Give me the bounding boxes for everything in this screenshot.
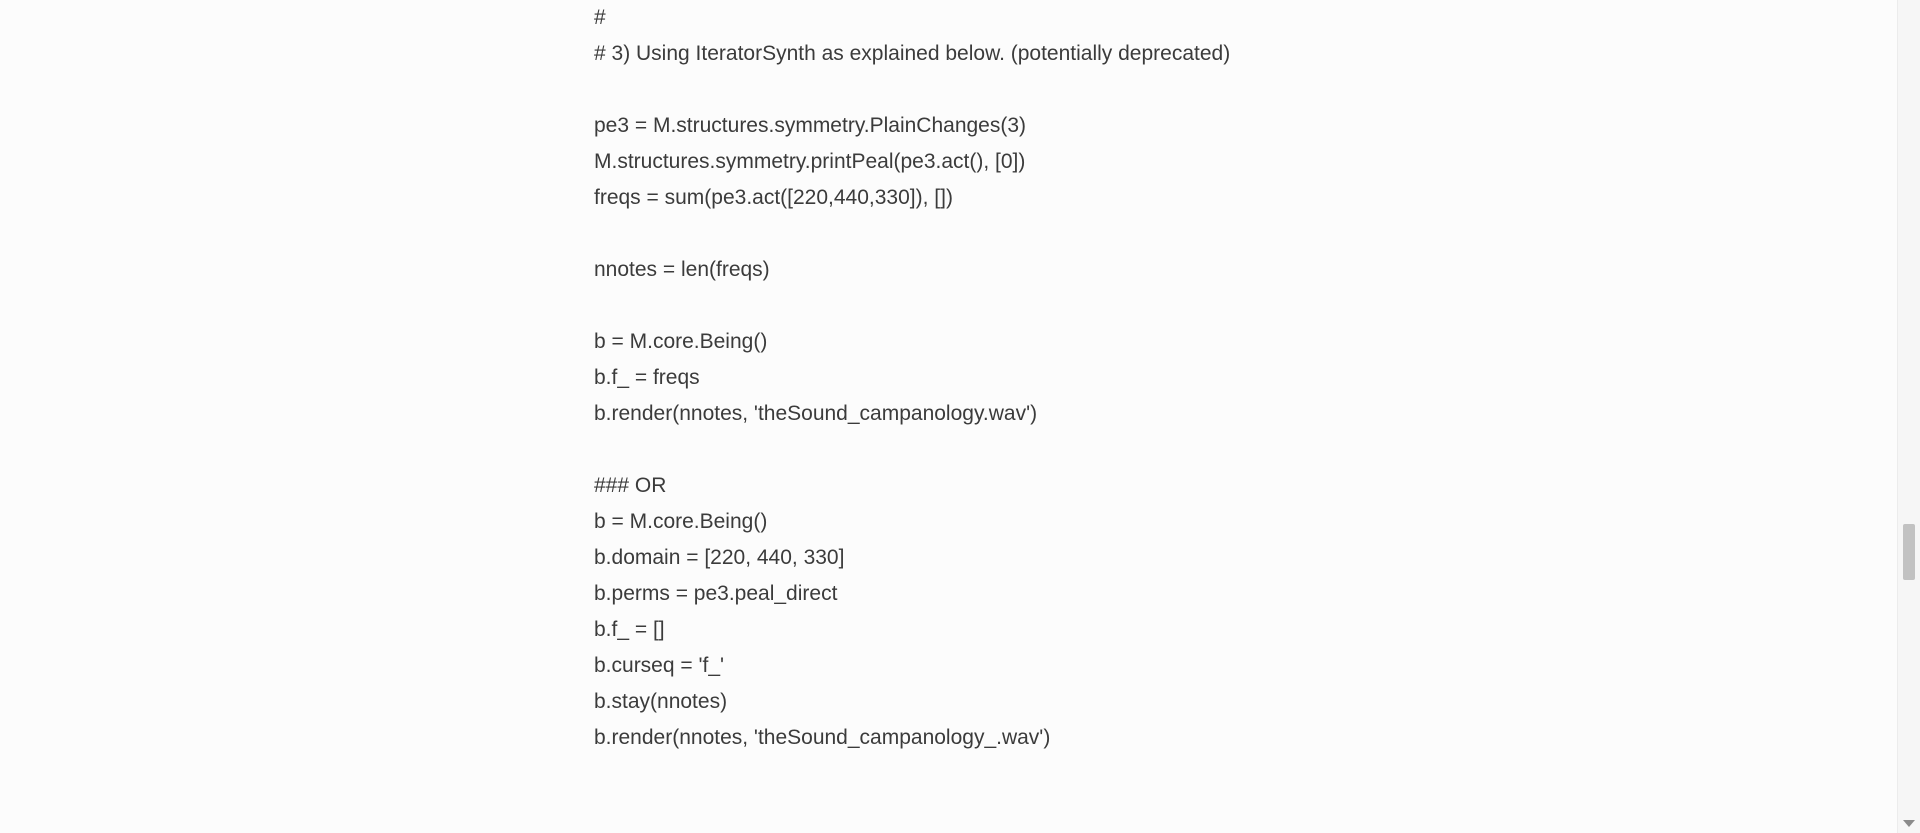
code-line: b.f_ = [] — [594, 618, 665, 641]
code-line: b.render(nnotes, 'theSound_campanology_.wav') — [594, 726, 1051, 749]
code-line — [594, 288, 1794, 324]
code-line: nnotes = len(freqs) — [594, 258, 770, 281]
code-line: b.stay(nnotes) — [594, 690, 728, 713]
scrollbar-thumb[interactable] — [1903, 524, 1915, 580]
code-line: b = M.core.Being() — [594, 330, 768, 353]
code-line: b.perms = pe3.peal_direct — [594, 582, 838, 605]
code-line: ### OR — [594, 474, 667, 497]
code-line: b.curseq = 'f_' — [594, 654, 725, 677]
code-line: b.domain = [220, 440, 330] — [594, 546, 845, 569]
code-line: pe3 = M.structures.symmetry.PlainChanges(3) — [594, 114, 1027, 137]
code-line — [594, 432, 1794, 468]
scroll-down-arrow-icon[interactable] — [1903, 820, 1915, 827]
code-line — [594, 72, 1794, 108]
code-line: # 3) Using IteratorSynth as explained below. (potentially deprecated) — [594, 42, 1231, 65]
code-line: freqs = sum(pe3.act([220,440,330]), []) — [594, 186, 953, 209]
code-line: M.structures.symmetry.printPeal(pe3.act(), [0]) — [594, 150, 1026, 173]
code-line: b = M.core.Being() — [594, 510, 768, 533]
code-line: # — [594, 6, 606, 29]
code-line — [594, 216, 1794, 252]
code-line: b.f_ = freqs — [594, 366, 700, 389]
code-line: b.render(nnotes, 'theSound_campanology.wav') — [594, 402, 1038, 425]
code-block — [594, 0, 1794, 756]
vertical-scrollbar[interactable] — [1897, 0, 1920, 833]
